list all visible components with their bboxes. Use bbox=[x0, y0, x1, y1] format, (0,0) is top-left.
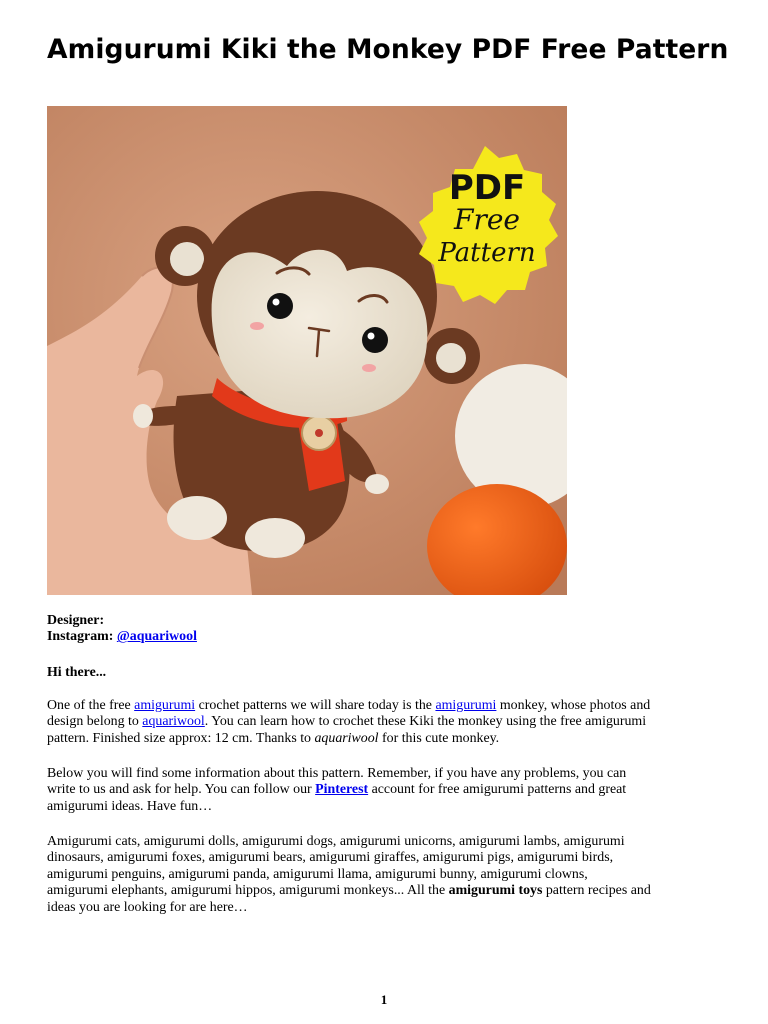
left-eye bbox=[267, 293, 293, 319]
instagram-line bbox=[47, 629, 727, 645]
info-paragraph: Below you will find some information about this pattern. Remember, if you have any problems, you can write to us and ask for help. You can follow our Pinterest account for free amigurumi patterns and great amigurumi ideas. Have fun… bbox=[47, 766, 627, 814]
amigurumi-link[interactable]: amigurumi bbox=[134, 698, 196, 713]
svg-text:Free: Free bbox=[454, 203, 520, 236]
designer-label: Designer: bbox=[47, 613, 105, 628]
greeting: Hi there... bbox=[47, 665, 107, 680]
instagram-label: Instagram: bbox=[47, 629, 114, 645]
page-title: Amigurumi Kiki the Monkey PDF Free Pattern bbox=[47, 34, 729, 65]
svg-text:Pattern: Pattern bbox=[438, 238, 536, 268]
instagram-handle-link[interactable]: @aquariwool bbox=[116, 629, 197, 645]
svg-text:PDF: PDF bbox=[448, 168, 526, 208]
right-eye bbox=[362, 327, 388, 353]
designer-block bbox=[47, 613, 727, 646]
pattern-photo bbox=[47, 106, 567, 595]
amigurumi-list-paragraph: Amigurumi cats, amigurumi dolls, amigurumi dogs, amigurumi unicorns, amigurumi lambs, amigurumi dinosaurs, amigurumi foxes, amigurumi bears, amigurumi giraffes, amigurumi pigs, amigurumi birds, amigurumi penguins, amigurumi panda, amigurumi llama, amigurumi bunny, amigurumi clowns, amigurumi elephants, amigurumi hippos, amigurumi monkeys... All the amigurumi toys pattern recipes and ideas you are looking for are here… bbox=[47, 834, 651, 915]
pinterest-link[interactable]: Pinterest bbox=[315, 782, 369, 798]
page-number: 1 bbox=[380, 992, 388, 1007]
aquariwool-link[interactable]: aquariwool bbox=[142, 714, 205, 730]
monkey-amigurumi-illustration bbox=[47, 106, 567, 595]
amigurumi-link-2[interactable]: amigurumi bbox=[435, 698, 497, 713]
intro-paragraph: One of the free amigurumi crochet patterns we will share today is the amigurumi monkey, whose photos and design belong to aquariwool. You can learn how to crochet these Kiki the monkey using the free amigurumi pattern. Finished size approx: 12 cm. Thanks to aquariwool for this cute monkey. bbox=[47, 698, 651, 746]
